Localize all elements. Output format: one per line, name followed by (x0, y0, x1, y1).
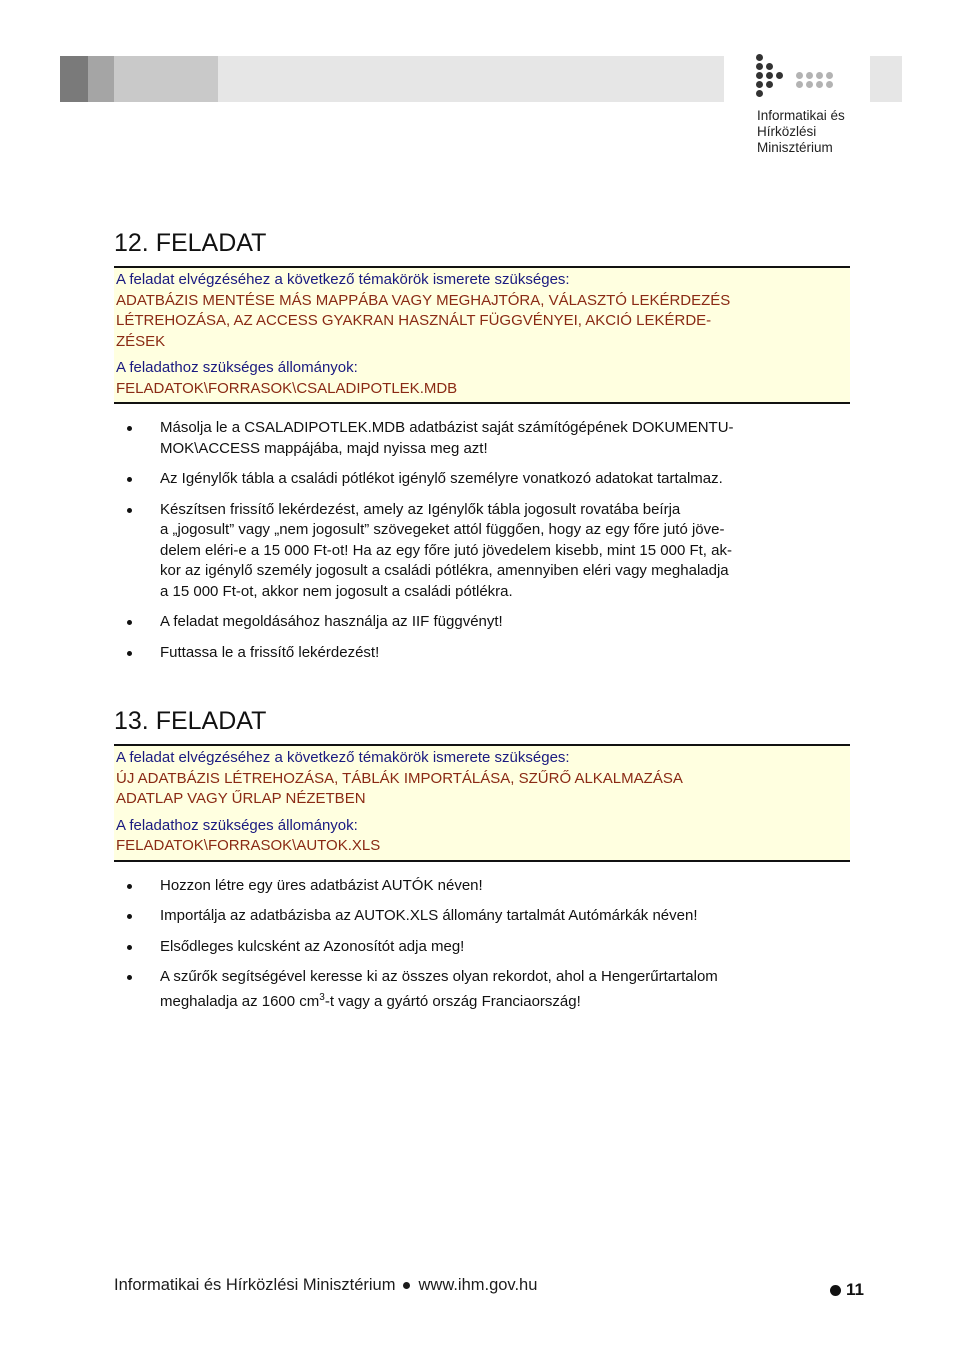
ministry-logo-icon (756, 54, 846, 104)
logo-line: Hírközlési (757, 124, 817, 139)
list-item (114, 612, 850, 633)
header-bar-block (88, 56, 114, 102)
header-bar-block (218, 56, 724, 102)
logo-dot (806, 81, 813, 88)
logo-dot (796, 72, 803, 79)
logo-dot (826, 81, 833, 88)
footer-org: Informatikai és Hírközlési Minisztérium (114, 1276, 396, 1294)
topics-line: LÉTREHOZÁSA, AZ ACCESS GYAKRAN HASZNÁLT FÜGGVÉNYEI, AKCIÓ LEKÉRDE- (116, 312, 712, 329)
page-footer (114, 1276, 537, 1295)
logo-dot (766, 63, 773, 70)
task-13-info-box (114, 744, 850, 862)
list-item-line: MOK\ACCESS mappájába, majd nyissa meg azt! (160, 439, 488, 457)
logo-dot (756, 72, 763, 79)
footer-url: www.ihm.gov.hu (418, 1276, 538, 1294)
list-item-line: Az Igénylők tábla a családi pótlékot igénylő személyre vonatkozó adatokat tartalmaz. (160, 470, 723, 487)
topics-line: ADATLAP VAGY ŰRLAP NÉZETBEN (116, 790, 366, 807)
list-item-line: delem eléri-e a 15 000 Ft-ot! Ha az egy főre jutó jövedelem kisebb, mint 15 000 Ft, ak- (160, 541, 732, 559)
logo-dot (756, 90, 763, 97)
logo-dot (826, 72, 833, 79)
logo-dot (756, 81, 763, 88)
task-13-bullet-list (114, 876, 850, 1013)
list-item-line: Hozzon létre egy üres adatbázist AUTÓK néven! (160, 876, 483, 894)
logo-dot (766, 72, 773, 79)
list-item-line: A feladat megoldásához használja az IIF függvényt! (160, 613, 503, 630)
bullet-icon (127, 651, 132, 656)
header-bar-block (114, 56, 218, 102)
task-13-section (114, 706, 850, 1022)
list-item (114, 418, 850, 459)
logo-dot (756, 54, 763, 61)
logo-dot (776, 72, 783, 79)
task-12-info-box (114, 266, 850, 404)
bullet-icon (127, 914, 132, 919)
superscript: 3 (319, 991, 325, 1003)
list-item (114, 937, 850, 958)
list-item (114, 906, 850, 927)
topics-line: ADATBÁZIS MENTÉSE MÁS MAPPÁBA VAGY MEGHAJTÓRA, VÁLASZTÓ LEKÉRDEZÉS (116, 291, 731, 309)
bullet-icon (127, 884, 132, 889)
list-item (114, 643, 850, 664)
list-item-line: a „jogosult” vagy „nem jogosult” szövegeket attól függően, hogy az egy főre jutó jöve- (160, 521, 725, 538)
files-line: FELADATOK\FORRASOK\CSALADIPOTLEK.MDB (116, 379, 458, 397)
topics-line: ZÉSEK (116, 332, 166, 350)
bullet-icon (127, 477, 132, 482)
files-line: FELADATOK\FORRASOK\AUTOK.XLS (116, 837, 381, 854)
topics-line: ÚJ ADATBÁZIS LÉTREHOZÁSA, TÁBLÁK IMPORTÁLÁSA, SZŰRŐ ALKALMAZÁSA (116, 769, 683, 787)
header-bar-block (870, 56, 902, 102)
text-run: -t vagy a gyártó ország Franciaország! (324, 992, 581, 1010)
list-item-line (160, 988, 850, 1013)
bullet-icon (127, 945, 132, 950)
page-number (830, 1280, 864, 1300)
separator-dot-icon (403, 1282, 410, 1289)
list-item-line: A szűrők segítségével keresse ki az összes olyan rekordot, ahol a Hengerűrtartalom (160, 968, 718, 985)
task-12-section (114, 228, 850, 673)
header-bar-block (60, 56, 88, 102)
list-item-line: Készítsen frissítő lekérdezést, amely az Igénylők tábla jogosult rovatába beírja (160, 500, 681, 518)
list-item (114, 967, 850, 1012)
list-item (114, 500, 850, 603)
logo-dot (816, 72, 823, 79)
list-item (114, 876, 850, 897)
logo-line: Informatikai és (757, 108, 845, 123)
bullet-icon (127, 975, 132, 980)
bullet-icon (127, 426, 132, 431)
logo-dot (756, 63, 763, 70)
bullet-icon (127, 620, 132, 625)
list-item-line: Futtassa le a frissítő lekérdezést! (160, 643, 380, 661)
bullet-icon (127, 508, 132, 513)
list-item-line: Elsődleges kulcsként az Azonosítót adja meg! (160, 937, 465, 955)
list-item-line: kor az igénylő személy jogosult a családi pótlékra, amennyiben eléri vagy meghaladja (160, 562, 729, 579)
files-label: A feladathoz szükséges állományok: (116, 359, 358, 376)
logo-line: Minisztérium (757, 140, 833, 155)
task-12-title: 12. FELADAT (114, 229, 267, 257)
list-item-line: a 15 000 Ft-ot, akkor nem jogosult a családi pótlékra. (160, 582, 513, 600)
files-label: A feladathoz szükséges állományok: (116, 816, 358, 834)
logo-dot (806, 72, 813, 79)
logo-dot (816, 81, 823, 88)
list-item-line: Másolja le a CSALADIPOTLEK.MDB adatbázist saját számítógépének DOKUMENTU- (160, 419, 734, 436)
list-item (114, 469, 850, 490)
topics-label: A feladat elvégzéséhez a következő témakörök ismerete szükséges: (116, 749, 570, 766)
task-13-title: 13. FELADAT (114, 707, 267, 735)
logo-dot (766, 81, 773, 88)
page-number-text: 11 (846, 1280, 864, 1299)
task-12-bullet-list (114, 418, 850, 663)
topics-label: A feladat elvégzéséhez a következő témakörök ismerete szükséges: (116, 271, 570, 288)
ministry-logo-text (757, 108, 845, 156)
text-run: meghaladja az 1600 cm (160, 992, 320, 1010)
logo-dot (796, 81, 803, 88)
list-item-line: Importálja az adatbázisba az AUTOK.XLS állomány tartalmát Autómárkák néven! (160, 907, 698, 924)
page-dot-icon (830, 1285, 841, 1296)
